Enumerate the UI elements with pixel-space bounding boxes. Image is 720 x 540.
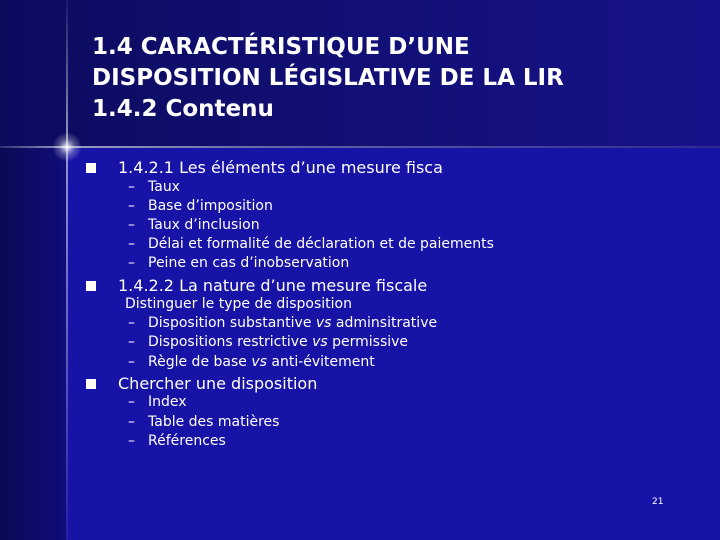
list-item-text: Peine en cas d’inobservation	[148, 255, 350, 271]
list-item-text: Délai et formalité de déclaration et de paiements	[148, 236, 494, 252]
list-item-text	[148, 333, 408, 352]
vs-text: vs	[312, 334, 328, 350]
dash-marker: –	[128, 179, 135, 195]
title-line-2: DISPOSITION LÉGISLATIVE DE LA LIR	[92, 65, 564, 91]
title-line-1: 1.4 CARACTÉRISTIQUE D’UNE	[92, 34, 470, 60]
page-number: 21	[652, 497, 664, 507]
horizontal-accent-line	[0, 146, 720, 148]
list-item-text: Références	[148, 433, 226, 449]
list-item-text: Table des matières	[148, 414, 280, 430]
dash-marker: –	[128, 217, 135, 233]
list-item-text-a: Règle de base	[148, 354, 252, 370]
list-item-text-a: Dispositions restrictive	[148, 334, 313, 350]
dash-marker: –	[128, 198, 135, 214]
star-glow-icon	[52, 132, 82, 162]
list-item-text: Index	[148, 394, 187, 410]
section-2-intro	[125, 295, 352, 314]
list-item-text	[148, 353, 375, 372]
list-item-text-b: permissive	[327, 334, 409, 350]
left-band	[0, 148, 66, 540]
section-1-heading: 1.4.2.1 Les éléments d’une mesure fisca	[118, 158, 443, 177]
title-line-3: 1.4.2 Contenu	[92, 96, 274, 122]
vs-text: vs	[251, 354, 267, 370]
square-bullet-icon	[86, 379, 96, 389]
list-item-text: Base d’imposition	[148, 198, 273, 214]
dash-marker: –	[128, 334, 135, 350]
list-item-text-a: Disposition substantive	[148, 315, 316, 331]
slide-title	[92, 32, 702, 125]
vs-text: vs	[315, 315, 332, 331]
section-3-heading: Chercher une disposition	[118, 374, 318, 393]
dash-marker: –	[128, 433, 135, 449]
dash-marker: –	[128, 236, 135, 252]
dash-marker: –	[128, 394, 135, 410]
vertical-accent-line	[66, 0, 68, 540]
list-item-text	[148, 314, 437, 333]
dash-marker: –	[128, 255, 135, 271]
square-bullet-icon	[86, 163, 96, 173]
section-2-heading: 1.4.2.2 La nature d’une mesure fiscale	[118, 276, 428, 295]
list-item-text: Taux	[148, 179, 180, 195]
square-bullet-icon	[86, 281, 96, 291]
dash-marker: –	[128, 315, 135, 331]
dash-marker: –	[128, 414, 135, 430]
list-item-text: Taux d’inclusion	[148, 217, 260, 233]
list-item-text-b: adminsitrative	[331, 315, 438, 331]
dash-marker: –	[128, 354, 135, 370]
section-2-intro-text: Distinguer le type de disposition	[125, 296, 352, 312]
list-item-text-b: anti-évitement	[266, 354, 375, 370]
